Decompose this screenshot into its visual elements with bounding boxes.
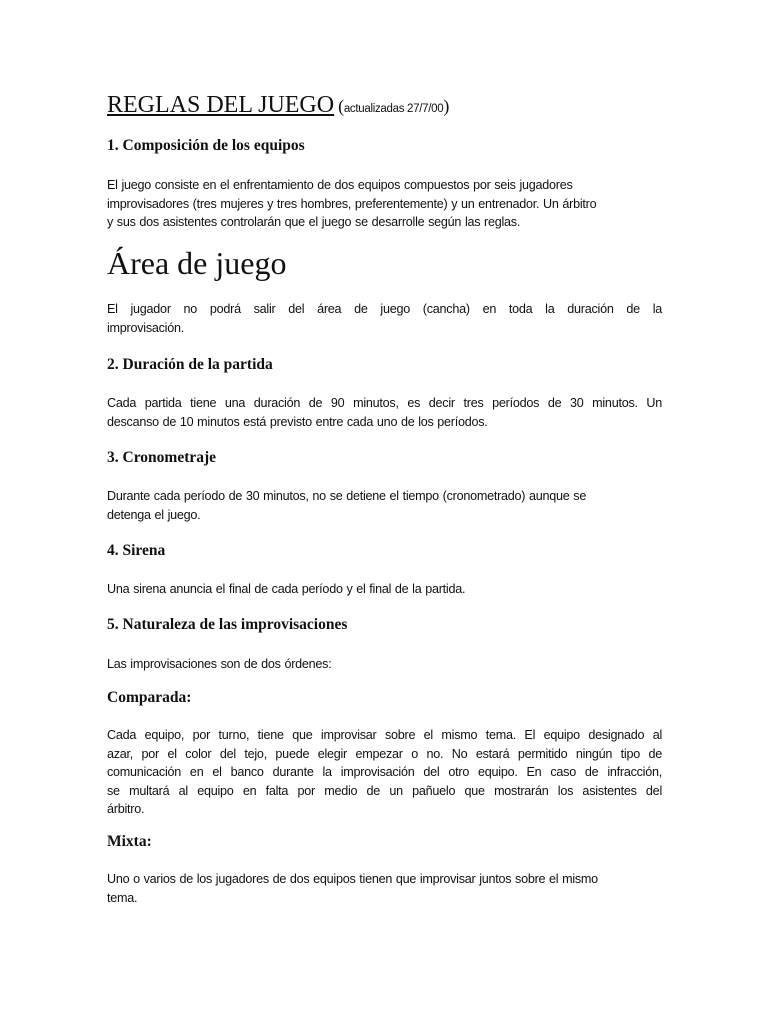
section-heading-duracion: 2. Duración de la partida	[107, 356, 273, 373]
title-line	[107, 92, 449, 119]
paragraph-sirena: Una sirena anuncia el final de cada período y el final de la partida.	[107, 582, 466, 596]
document-title: REGLAS DEL JUEGO	[107, 92, 335, 118]
update-date: (actualizadas 27/7/00)	[338, 96, 450, 116]
subheading-comparada: Comparada:	[107, 689, 192, 706]
subheading-mixta: Mixta:	[107, 833, 152, 850]
section-heading-cronometraje: 3. Cronometraje	[107, 449, 217, 466]
paragraph-composicion: El juego consiste en el enfrentamiento de dos equipos compuestos por seis jugadores improvisadores (tres mujeres y tres hombres, preferentemente) y un entrenador. Un árbitro y sus dos asistentes controlarán que el juego se desarrolle según las reglas.	[107, 178, 597, 229]
paragraph-cronometraje: Durante cada período de 30 minutos, no se detiene el tiempo (cronometrado) aunque se detenga el juego.	[107, 489, 587, 522]
section-heading-sirena: 4. Sirena	[107, 542, 166, 559]
paragraph-mixta: Uno o varios de los jugadores de dos equipos tienen que improvisar juntos sobre el mismo tema.	[107, 872, 598, 905]
paragraph-comparada: Cada equipo, por turno, tiene que improvisar sobre el mismo tema. El equipo designado al azar, por el color del tejo, puede elegir empezar o no. No estará permitido ningún tipo de comunicación en el banco durante la improvisación del otro equipo. En caso de infracción, se multará al equipo en falta por medio de un pañuelo que mostrarán los asistentes del árbitro.	[107, 728, 662, 816]
paragraph-area: El jugador no podrá salir del área de juego (cancha) en toda la duración de la improvisación.	[107, 302, 662, 335]
section-heading-composicion: 1. Composición de los equipos	[107, 137, 305, 154]
section-heading-area: Área de juego	[107, 245, 287, 281]
paragraph-duracion: Cada partida tiene una duración de 90 minutos, es decir tres períodos de 30 minutos. Un descanso de 10 minutos está previsto entre cada uno de los períodos.	[107, 396, 662, 429]
section-heading-naturaleza: 5. Naturaleza de las improvisaciones	[107, 616, 348, 633]
paragraph-naturaleza-intro: Las improvisaciones son de dos órdenes:	[107, 657, 332, 671]
